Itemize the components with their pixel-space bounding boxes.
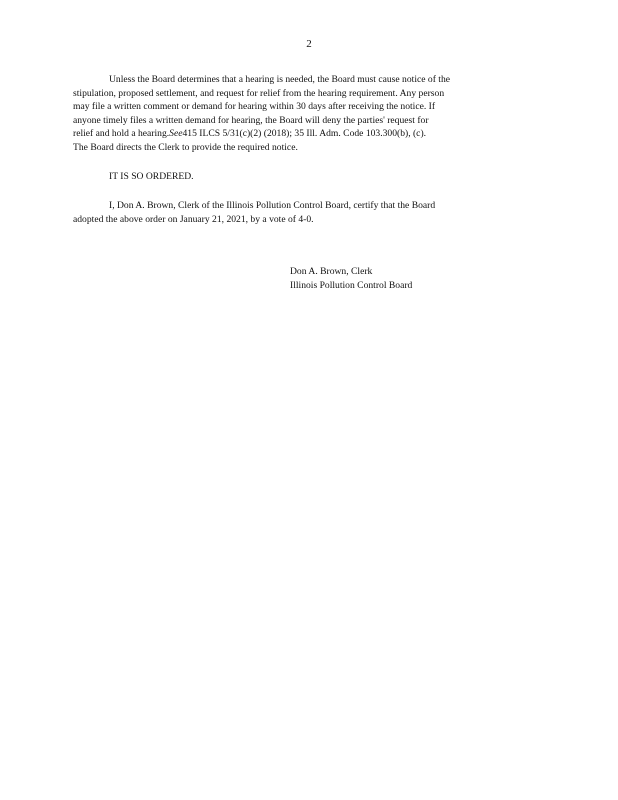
line-text: relief and hold a hearing. <box>73 128 170 140</box>
line-text: The Board directs the Clerk to provide the required notice. <box>73 141 298 153</box>
line-text: may file a written comment or demand for hearing within 30 days after receiving the notice. If <box>73 101 436 113</box>
signature-organization: Illinois Pollution Control Board <box>290 280 413 291</box>
certification-paragraph <box>73 199 543 226</box>
line-text: Unless the Board determines that a hearing is needed, the Board must cause notice of the <box>109 74 451 85</box>
order-paragraph <box>73 170 543 184</box>
notice-paragraph <box>73 73 543 155</box>
paragraph-line <box>73 73 543 87</box>
paragraph-line <box>73 114 543 128</box>
signature-name: Don A. Brown, Clerk <box>290 266 373 277</box>
line-text: anyone timely files a written demand for hearing, the Board will deny the parties' request for <box>73 114 429 126</box>
line-text: I, Don A. Brown, Clerk of the Illinois Pollution Control Board, certify that the Board <box>109 200 436 211</box>
paragraph-line <box>73 141 543 155</box>
paragraph-line <box>73 199 543 213</box>
line-text: stipulation, proposed settlement, and request for relief from the hearing requirement. Any person <box>73 87 445 99</box>
paragraph-line <box>73 213 543 227</box>
paragraph-line <box>73 87 543 101</box>
signature-block <box>290 265 412 293</box>
line-text: adopted the above order on January 21, 2021, by a vote of 4-0. <box>73 213 314 225</box>
so-ordered-text: IT IS SO ORDERED. <box>109 171 194 182</box>
page-number: 2 <box>306 38 312 50</box>
paragraph-line <box>73 127 543 141</box>
citation-text: 415 ILCS 5/31(c)(2) (2018); 35 Ill. Adm. Code 103.300(b), (c). <box>182 128 427 140</box>
citation-signal: See <box>169 128 183 140</box>
paragraph-line <box>73 170 543 184</box>
paragraph-line <box>73 100 543 114</box>
